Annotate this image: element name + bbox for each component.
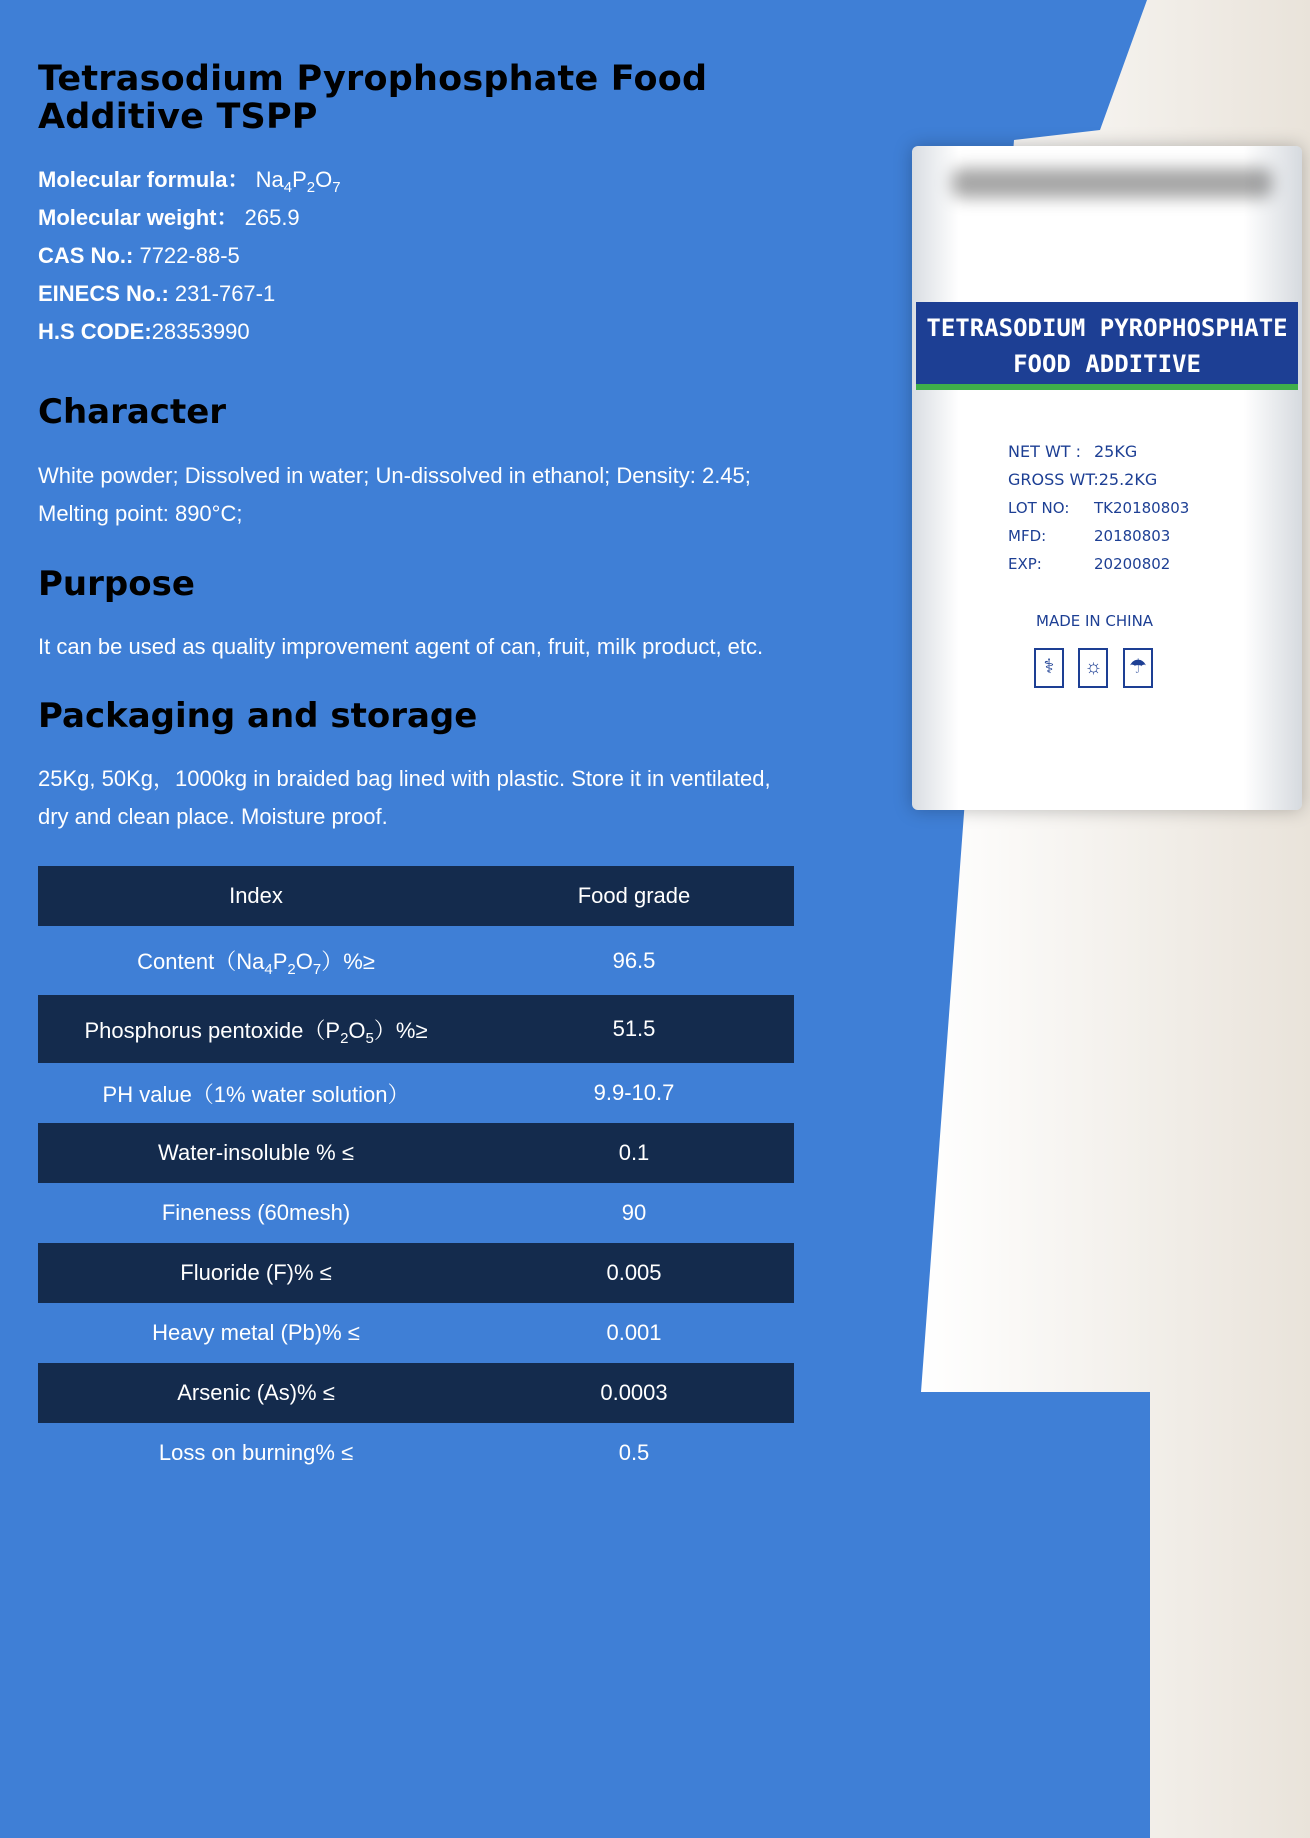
spec-value: 7722-88-5 [139,243,240,268]
spec-cas-no [38,244,798,268]
keep-away-from-sun-icon: ☼ [1078,648,1108,688]
table-cell-index: $Content(Na_4P_2O_7)\%\ge$ [137,949,375,978]
page-title [38,60,798,136]
table-row [38,1363,794,1423]
table-header-row [38,866,794,926]
table-cell-value: 0.1 [618,1140,650,1165]
table-cell-value: 9.9-10.7 [593,1080,675,1105]
bag-exp-value: 20200802 [1094,555,1171,573]
specification-table [38,866,794,1483]
purpose-heading: Purpose [38,564,195,604]
character-text: White powder; Dissolved in water; Un-dissolved in ethanol; Density: 2.45; Melting point: 890°C; [38,463,751,526]
packaging-heading: Packaging and storage [38,696,478,736]
spec-label: Molecular formula： [38,167,250,192]
keep-dry-icon: ☂ [1123,648,1153,688]
table-cell-index: Water-insoluble % ≤ [158,1140,354,1165]
page-title-line2: Additive TSPP [38,97,318,137]
spec-value: 265.9 [244,205,300,230]
bag-exp-label: EXP: [1008,555,1042,573]
keep-upright-icon: ⚕ [1034,648,1064,688]
spec-molecular-formula [38,167,798,196]
bag-blurred-text [952,168,1272,198]
spec-value: $Na_4P_2O_7$ [255,167,341,196]
table-cell-index: Arsenic (As)% ≤ [177,1380,335,1405]
bag-details [1008,438,1189,578]
table-row [38,1303,794,1363]
table-cell-value: 0.5 [618,1440,650,1465]
spec-einecs-no [38,282,798,306]
table-row [38,1063,794,1123]
table-cell-value: 0.005 [606,1260,662,1285]
product-info [38,59,798,1465]
table-cell-index: Loss on burning% ≤ [158,1440,354,1465]
spec-label: CAS No.: [38,243,134,268]
spec-hs-code [38,320,798,344]
bag-label-band [916,302,1298,390]
spec-label: EINECS No.: [38,281,169,306]
bag-lot-label: LOT NO: [1008,499,1070,517]
table-row [38,926,794,995]
bag-made-in: MADE IN CHINA [1036,612,1154,630]
bag-net-value: 25KG [1094,442,1138,461]
table-cell-value: 51.5 [612,1016,656,1041]
spec-value: 28353990 [151,319,250,344]
table-cell-index: PH value（1% water solution） [102,1081,410,1107]
table-cell-index: Phosphorus $pentoxide(P_2O_5)\%\ge$ [84,1017,428,1047]
spec-value: 231-767-1 [174,281,276,306]
product-bag-image [912,146,1302,810]
bag-band-line1: TETRASODIUM PYROPHOSPHATE [926,314,1288,342]
packaging-text: 25Kg, 50Kg，1000kg in braided bag lined with plastic. Store it in ventilated, dry and clean place. Moisture proof. [38,766,771,829]
table-header-index: Index [229,883,283,908]
table-cell-value: 0.0003 [600,1380,668,1405]
table-row [38,1123,794,1183]
page-title-line1: Tetrasodium Pyrophosphate Food [38,59,708,99]
table-cell-index: Fineness (60mesh) [161,1200,351,1225]
bag-band-line2: FOOD ADDITIVE [1013,350,1201,378]
bag-gross-value: 25.2KG [1098,470,1158,489]
table-cell-value: 96.5 [612,947,656,973]
bag-lot-value: TK20180803 [1094,499,1190,517]
table-cell-index: Heavy metal (Pb)% ≤ [152,1320,360,1345]
spec-label: H.S CODE: [38,319,152,344]
bag-mfd-value: 20180803 [1094,527,1171,545]
bag-net-label: NET WT : [1008,442,1082,461]
table-cell-value: 0.001 [606,1320,662,1345]
bag-handling-icons [1034,648,1163,688]
table-row [38,1423,794,1483]
spec-molecular-weight [38,206,798,230]
character-heading: Character [38,392,227,432]
bag-gross-label: GROSS WT: [1008,470,1099,489]
purpose-text: It can be used as quality improvement agent of can, fruit, milk product, etc. [38,634,764,659]
spec-label: Molecular weight： [38,205,239,230]
bag-mfd-label: MFD: [1008,527,1047,545]
table-row [38,1243,794,1303]
table-row [38,1183,794,1243]
table-row [38,995,794,1063]
table-header-food-grade: Food grade [577,883,691,908]
table-cell-index: Fluoride (F)% ≤ [180,1260,332,1285]
table-cell-value: 90 [621,1200,647,1225]
